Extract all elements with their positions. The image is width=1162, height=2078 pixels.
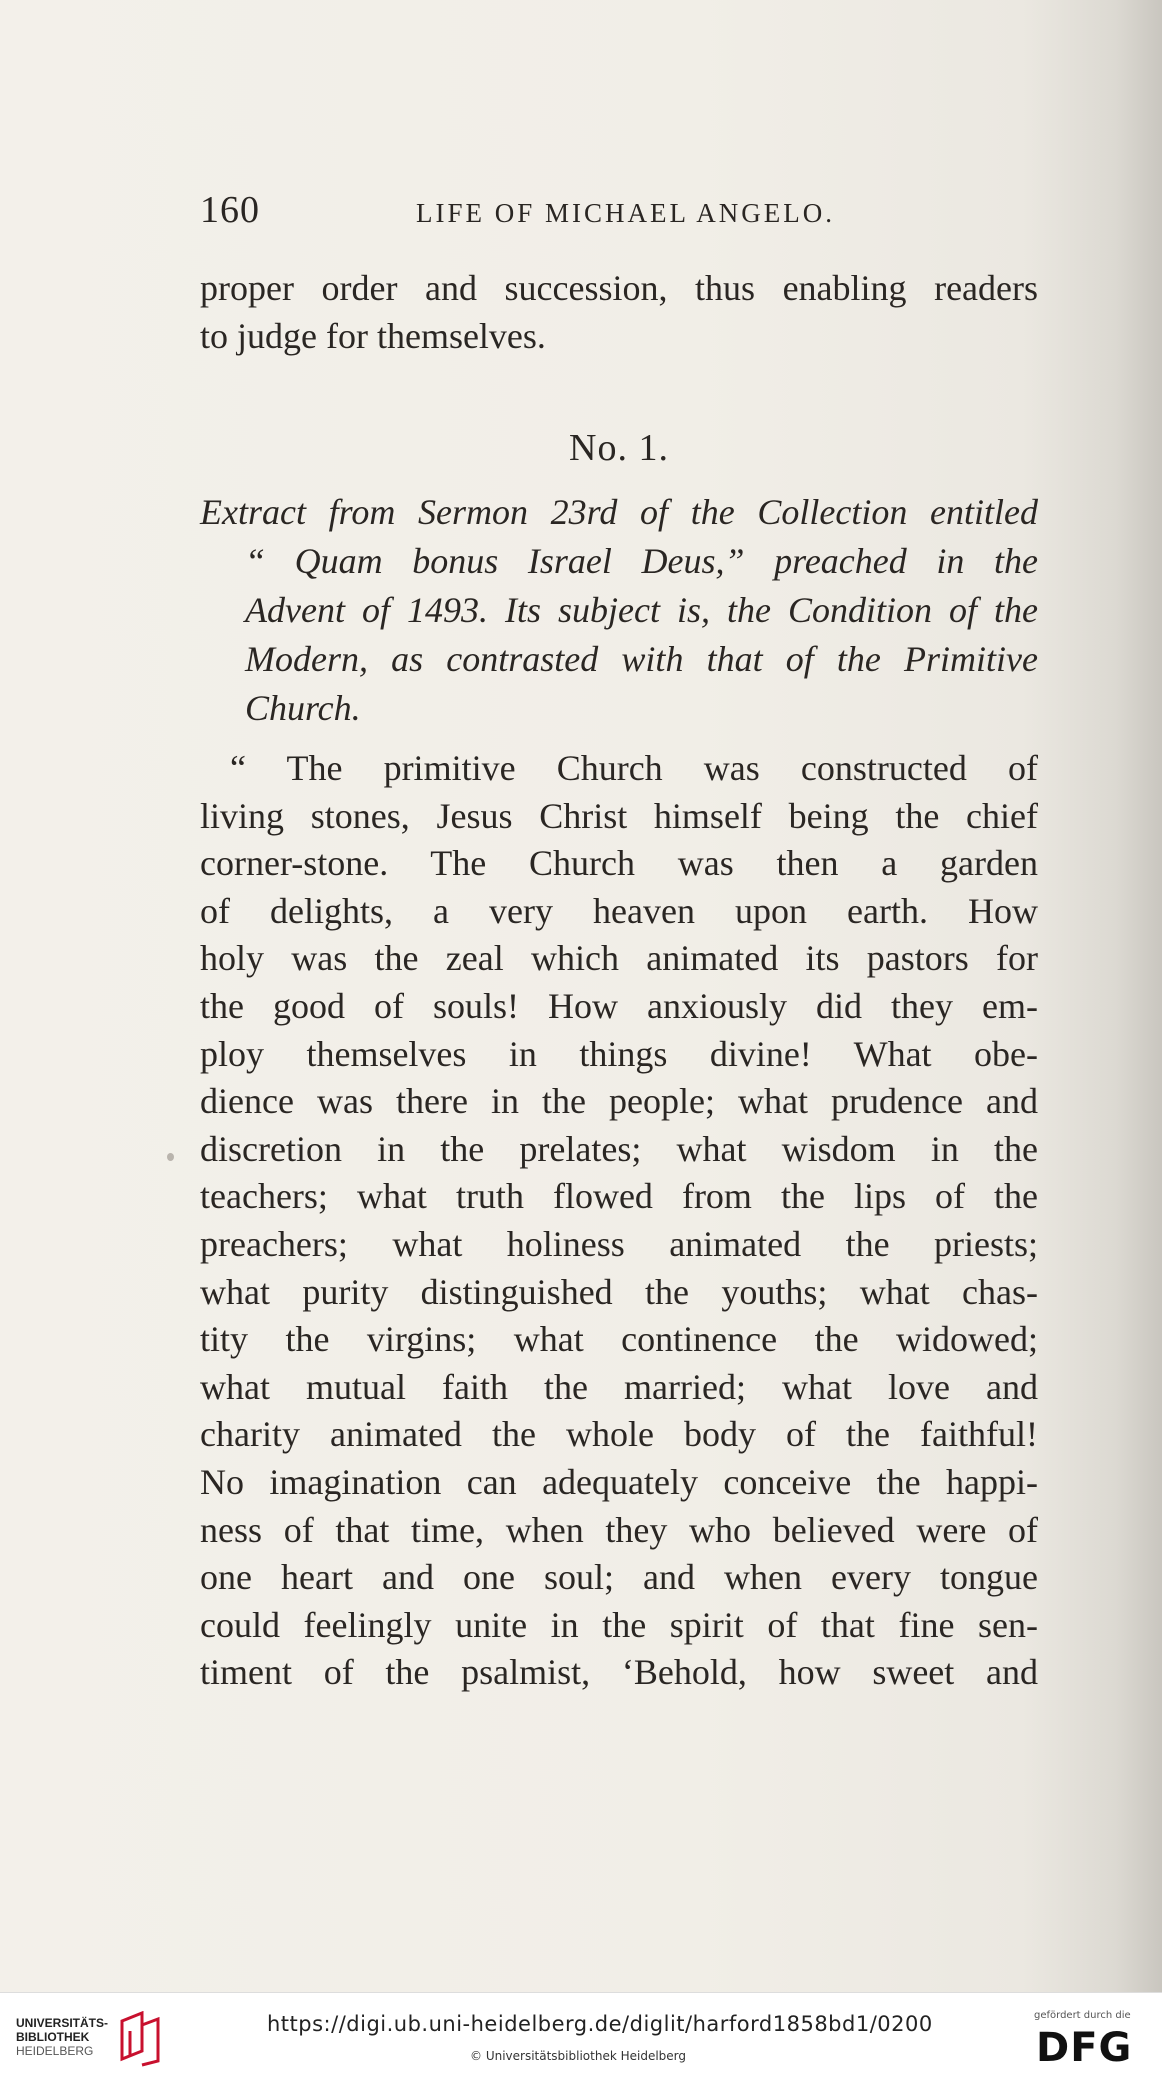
section-heading: No. 1. [569,427,669,469]
running-head: LIFE OF MICHAEL ANGELO. [416,198,835,228]
text-line: teachers; what truth flowed from the lips of the [200,1176,1038,1217]
extract-line: Extract from Sermon 23rd of the Collection entitled [200,492,1038,532]
text-line: ploy themselves in things divine! What obe- [200,1033,1038,1074]
copyright-notice: © Universitätsbibliothek Heidelberg [470,2049,687,2063]
text-line: timent of the psalmist, ‘Behold, how sweet and [200,1652,1038,1693]
text-line: discretion in the prelates; what wisdom in the [200,1128,1038,1169]
extract-line: Modern, as contrasted with that of the Primitive [245,639,1038,679]
text-line: the good of souls! How anxiously did they em- [200,985,1038,1026]
text-line: No imagination can adequately conceive the happi- [200,1461,1038,1502]
permalink-url[interactable]: https://digi.ub.uni-heidelberg.de/diglit/harford1858bd1/0200 [267,2012,933,2036]
extract-line: Advent of 1493. Its subject is, the Condition of the [245,590,1038,630]
library-name-line: HEIDELBERG [16,2044,94,2058]
text-line: holy was the zeal which animated its pastors for [200,938,1038,979]
text-line: living stones, Jesus Christ himself being the chief [200,795,1038,836]
dfg-logo[interactable]: DFG [1036,2025,1133,2071]
text-line: charity animated the whole body of the faithful! [200,1414,1038,1455]
library-name-line: UNIVERSITÄTS- [16,2016,109,2030]
text-line: what purity distinguished the youths; what chas- [200,1271,1038,1312]
library-mark-icon [118,2011,162,2067]
page-number: 160 [200,189,260,231]
text-line: to judge for themselves. [200,316,546,356]
text-line: preachers; what holiness animated the priests; [200,1223,1038,1264]
text-line: corner-stone. The Church was then a garden [200,843,1038,884]
library-logo[interactable] [16,2016,108,2058]
text-line: of delights, a very heaven upon earth. How [200,890,1038,931]
extract-heading [200,488,1038,733]
text-line: “ The primitive Church was constructed of [230,748,1038,788]
extract-line: Church. [245,688,361,728]
text-line: tity the virgins; what continence the widowed; [200,1319,1038,1360]
text-line: could feelingly unite in the spirit of that fine sen- [200,1604,1038,1645]
text-line: ness of that time, when they who believed were of [200,1509,1038,1550]
text-line: what mutual faith the married; what love and [200,1366,1038,1407]
intro-paragraph [200,264,1038,360]
page-header [200,188,1036,238]
extract-line: “ Quam bonus Israel Deus,” preached in the [245,541,1038,581]
library-name-line: BIBLIOTHEK [16,2030,90,2044]
text-line: proper order and succession, thus enabling readers [200,268,1038,308]
viewer-footer [0,1992,1162,2078]
funding-caption: gefördert durch die [1034,2010,1131,2021]
text-line: one heart and one soul; and when every tongue [200,1557,1038,1598]
paper-speck [167,1153,174,1161]
text-line: dience was there in the people; what prudence and [200,1081,1038,1122]
body-paragraph [200,745,1038,1697]
